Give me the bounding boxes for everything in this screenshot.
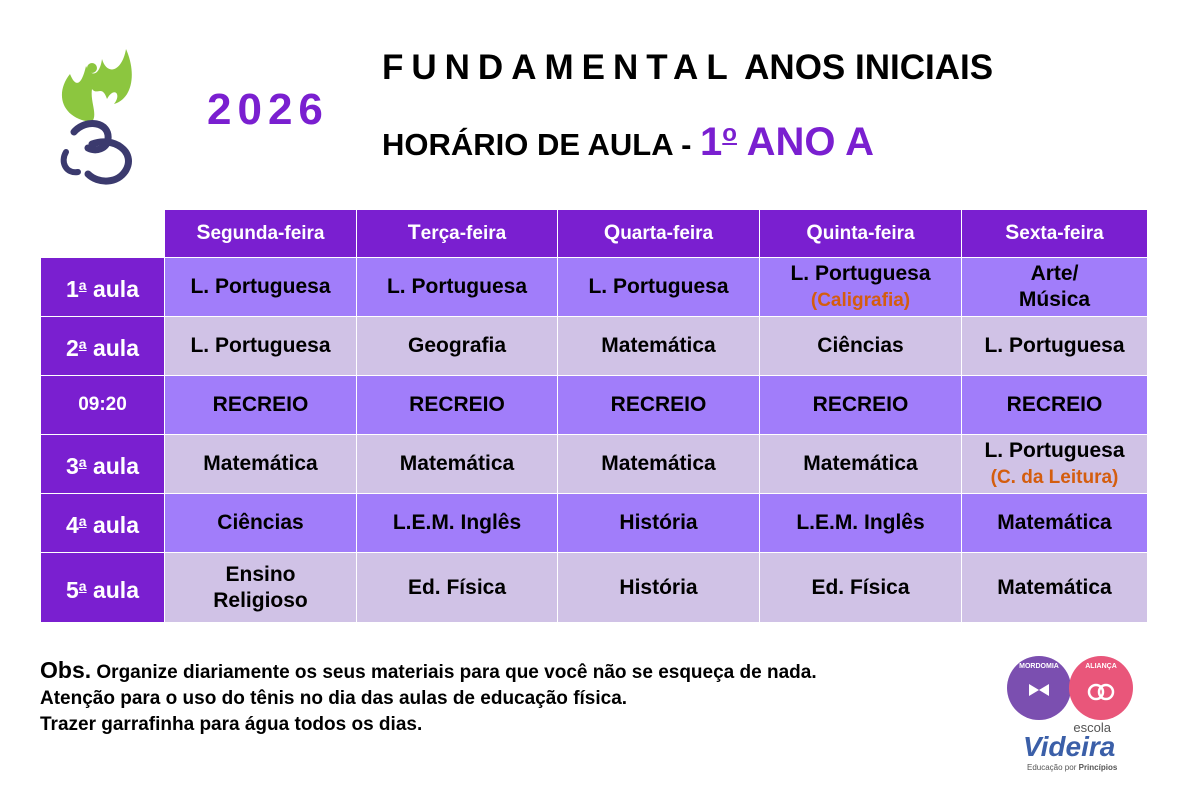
schedule-cell: L.E.M. Inglês [760, 494, 962, 553]
schedule-cell: Arte/ Música [962, 258, 1148, 317]
class-name [700, 120, 874, 164]
schedule-cell: Matemática [165, 435, 357, 494]
page-title [382, 48, 993, 88]
obs-line-3: Trazer garrafinha para água todos os dias. [40, 714, 423, 735]
table-row [41, 258, 1148, 317]
schedule-cell: História [558, 553, 760, 623]
schedule-cell: RECREIO [760, 376, 962, 435]
schedule-cell: Matemática [962, 494, 1148, 553]
class-ordinal: o [722, 120, 737, 147]
brand-name: Videira [1023, 731, 1116, 762]
period-label: 1$^a$ aula [41, 258, 165, 317]
schedule-cell: RECREIO [357, 376, 558, 435]
obs-line-2: Atenção para o uso do tênis no dia das aulas de educação física. [40, 688, 628, 709]
subtitle-label: HORÁRIO DE AULA - [382, 127, 692, 162]
schedule-cell: História [558, 494, 760, 553]
table-row [41, 494, 1148, 553]
title-stage: ANOS INICIAIS [744, 48, 994, 87]
title-level: FUNDAMENTAL [382, 48, 736, 87]
schedule-cell: L. Portuguesa [357, 258, 558, 317]
cell-note: (C. da Leitura) [990, 466, 1119, 488]
table-corner [41, 210, 165, 258]
table-row [41, 376, 1148, 435]
schedule-cell: RECREIO [962, 376, 1148, 435]
schedule-cell: L.E.M. Inglês [357, 494, 558, 553]
schedule-cell: Ciências [165, 494, 357, 553]
schedule-cell: Ciências [760, 317, 962, 376]
schedule-cell: Matemática [962, 553, 1148, 623]
schedule-cell: L. Portuguesa [962, 317, 1148, 376]
schedule-cell: Matemática [760, 435, 962, 494]
schedule-cell: Ed. Física [357, 553, 558, 623]
escola-label: escola [1073, 720, 1111, 735]
day-header: Segunda-feira [165, 210, 357, 258]
schedule-cell: Matemática [357, 435, 558, 494]
class-label: ANO A [746, 120, 875, 164]
period-label: 3$^a$ aula [41, 435, 165, 494]
schedule-cell: L. Portuguesa [558, 258, 760, 317]
schedule-cell: Geografia [357, 317, 558, 376]
escola-videira-logo-icon [995, 648, 1145, 778]
cell-note: (Caligrafia) [810, 289, 911, 311]
schedule-cell: Ed. Física [760, 553, 962, 623]
badge-right-label: ALIANÇA [1085, 663, 1117, 670]
day-header: Terça-feira [357, 210, 558, 258]
class-number: 1 [700, 120, 723, 164]
period-label: 5$^a$ aula [41, 553, 165, 623]
school-year: 2026 [207, 85, 329, 134]
school-logo-icon [52, 44, 152, 189]
schedule-cell: Matemática [558, 435, 760, 494]
schedule-cell: L. Portuguesa [165, 317, 357, 376]
observations [40, 657, 817, 738]
table-row [41, 317, 1148, 376]
table-row [41, 435, 1148, 494]
period-label: 4$^a$ aula [41, 494, 165, 553]
break-time-label: 09:20 [41, 376, 165, 435]
period-label: 2$^a$ aula [41, 317, 165, 376]
schedule-cell: RECREIO [165, 376, 357, 435]
day-header: Quarta-feira [558, 210, 760, 258]
obs-label: Obs. [40, 657, 92, 683]
day-header: Quinta-feira [760, 210, 962, 258]
brand-tagline: Educação por Princípios [1027, 763, 1118, 772]
schedule-table [40, 209, 1148, 623]
obs-line-1: Obs. Organize diariamente os seus materiais para que você não se esqueça de nada. [40, 657, 817, 683]
schedule-cell: Ensino Religioso [165, 553, 357, 623]
day-header: Sexta-feira [962, 210, 1148, 258]
schedule-cell: L. Portuguesa (Caligrafia) [760, 258, 962, 317]
schedule-cell: L. Portuguesa (C. da Leitura) [962, 435, 1148, 494]
page-subtitle [382, 110, 874, 169]
schedule-cell: RECREIO [558, 376, 760, 435]
schedule-cell: Matemática [558, 317, 760, 376]
schedule-cell: L. Portuguesa [165, 258, 357, 317]
table-row [41, 553, 1148, 623]
badge-left-label: MORDOMIA [1019, 663, 1059, 670]
